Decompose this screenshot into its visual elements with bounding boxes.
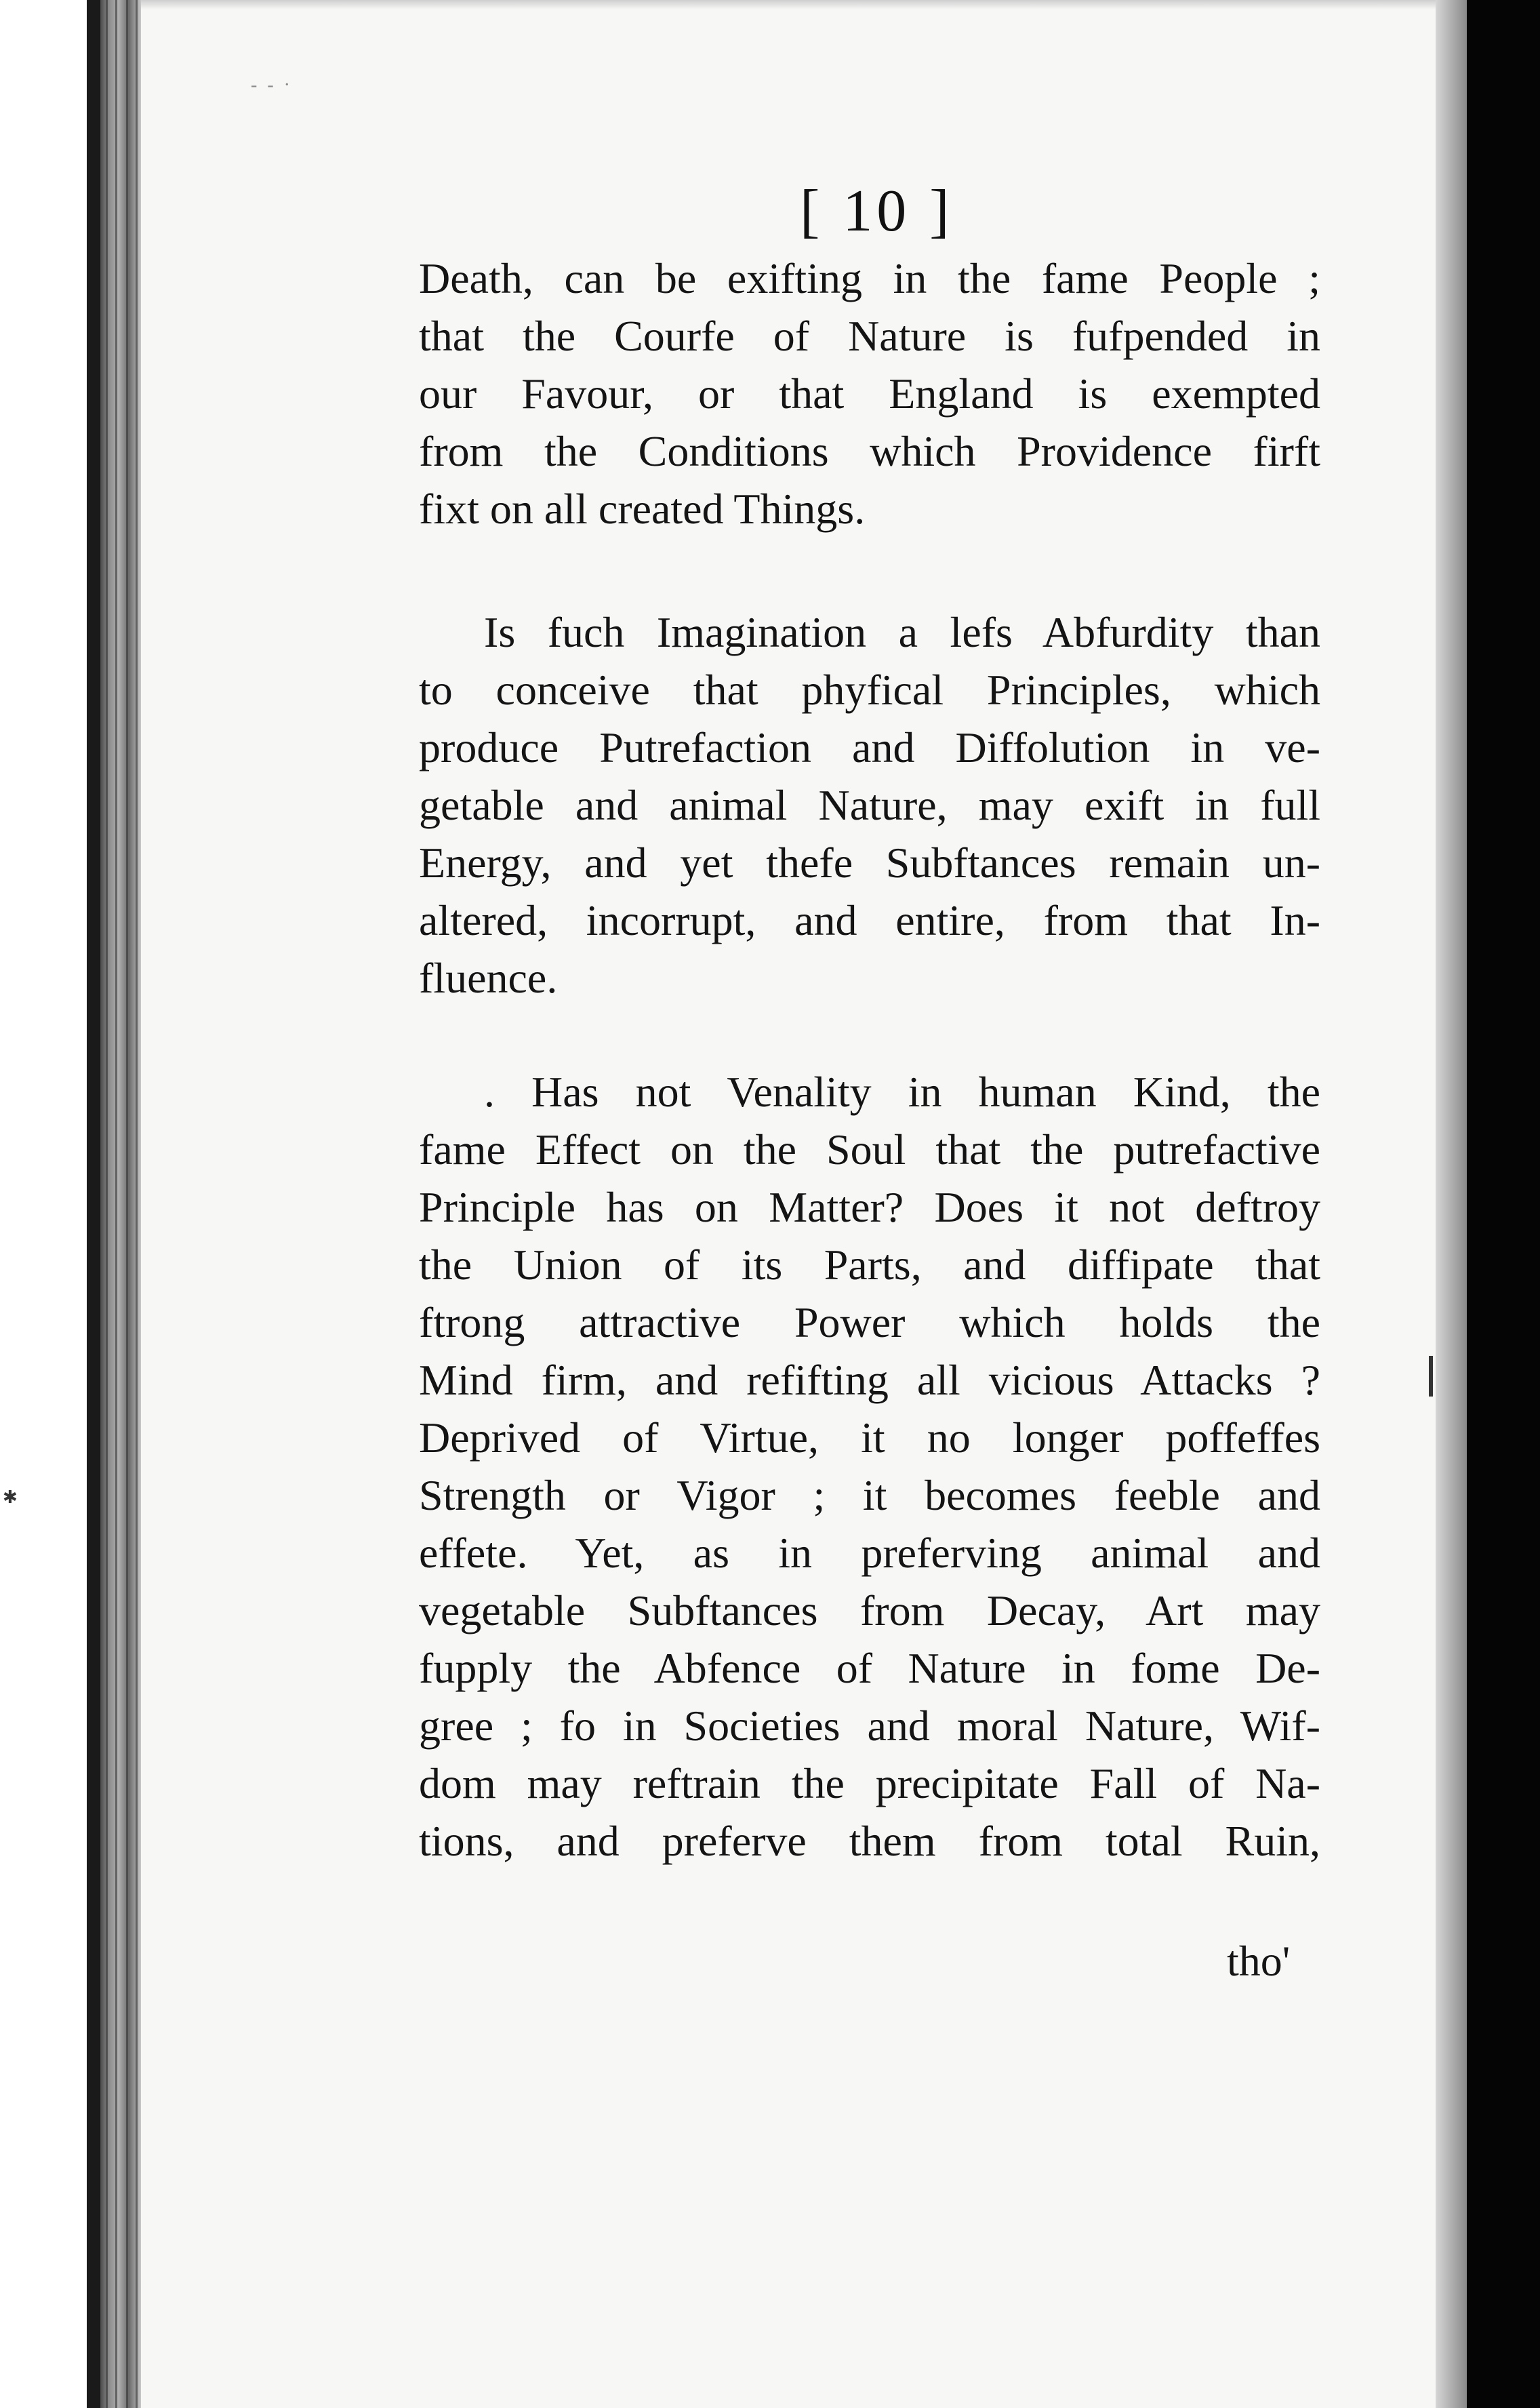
page-edge-stripe bbox=[126, 0, 128, 2408]
text-line: . Has not Venality in human Kind, the bbox=[484, 1068, 1320, 1116]
text-line: gree ; fo in Societies and moral Nature, Wif- bbox=[419, 1702, 1320, 1750]
page-edge-stripe bbox=[136, 0, 138, 2408]
margin-mark bbox=[1429, 1356, 1433, 1397]
paragraph-3 bbox=[419, 1063, 1320, 1870]
text-line: Mind firm, and refifting all vicious Attacks ? bbox=[419, 1356, 1320, 1404]
paragraph-2 bbox=[419, 603, 1320, 1007]
text-line: ftrong attractive Power which holds the bbox=[419, 1298, 1320, 1346]
left-margin bbox=[0, 0, 87, 2408]
text-line: effete. Yet, as in preferving animal and bbox=[419, 1529, 1320, 1577]
text-line: from the Conditions which Providence firft bbox=[419, 427, 1320, 475]
text-line: fame Effect on the Soul that the putrefactive bbox=[419, 1125, 1320, 1173]
text-line: that the Courfe of Nature is fufpended in bbox=[419, 312, 1320, 360]
text-line: dom may reftrain the precipitate Fall of Na- bbox=[419, 1759, 1320, 1807]
text-line: vegetable Subftances from Decay, Art may bbox=[419, 1586, 1320, 1634]
page-top-shadow bbox=[141, 0, 1436, 9]
page-number: [ 10 ] bbox=[800, 178, 954, 244]
text-line: fixt on all created Things. bbox=[419, 485, 866, 533]
text-line: to conceive that phyfical Principles, which bbox=[419, 666, 1320, 714]
text-line: Death, can be exifting in the fame People ; bbox=[419, 254, 1320, 302]
left-dark-border bbox=[87, 0, 100, 2408]
text-line: altered, incorrupt, and entire, from that In- bbox=[419, 896, 1320, 944]
text-line: getable and animal Nature, may exift in full bbox=[419, 781, 1320, 829]
text-line: Strength or Vigor ; it becomes feeble and bbox=[419, 1471, 1320, 1519]
page-edge-stripe bbox=[115, 0, 117, 2408]
text-line: tions, and preferve them from total Ruin, bbox=[419, 1817, 1320, 1865]
text-line: Principle has on Matter? Does it not deftroy bbox=[419, 1183, 1320, 1231]
page-edge-stripe bbox=[106, 0, 108, 2408]
text-line: Deprived of Virtue, it no longer poffeffes bbox=[419, 1413, 1320, 1462]
right-page-edge bbox=[1436, 0, 1467, 2408]
text-line: Energy, and yet thefe Subftances remain un- bbox=[419, 839, 1320, 887]
text-line: fluence. bbox=[419, 954, 558, 1002]
page-edge-stack bbox=[100, 0, 141, 2408]
text-line: produce Putrefaction and Diffolution in ve- bbox=[419, 723, 1320, 771]
text-line: our Favour, or that England is exempted bbox=[419, 369, 1320, 418]
right-dark-border bbox=[1467, 0, 1540, 2408]
catchword: tho' bbox=[1227, 1937, 1291, 1985]
text-line: the Union of its Parts, and diffipate that bbox=[419, 1241, 1320, 1289]
text-line: Is fuch Imagination a lefs Abfurdity than bbox=[484, 608, 1320, 656]
text-line: fupply the Abfence of Nature in fome De- bbox=[419, 1644, 1320, 1692]
stray-marks: - - · bbox=[251, 75, 293, 96]
ink-smudge-icon: ✱ bbox=[3, 1487, 18, 1507]
paragraph-1 bbox=[419, 249, 1320, 538]
